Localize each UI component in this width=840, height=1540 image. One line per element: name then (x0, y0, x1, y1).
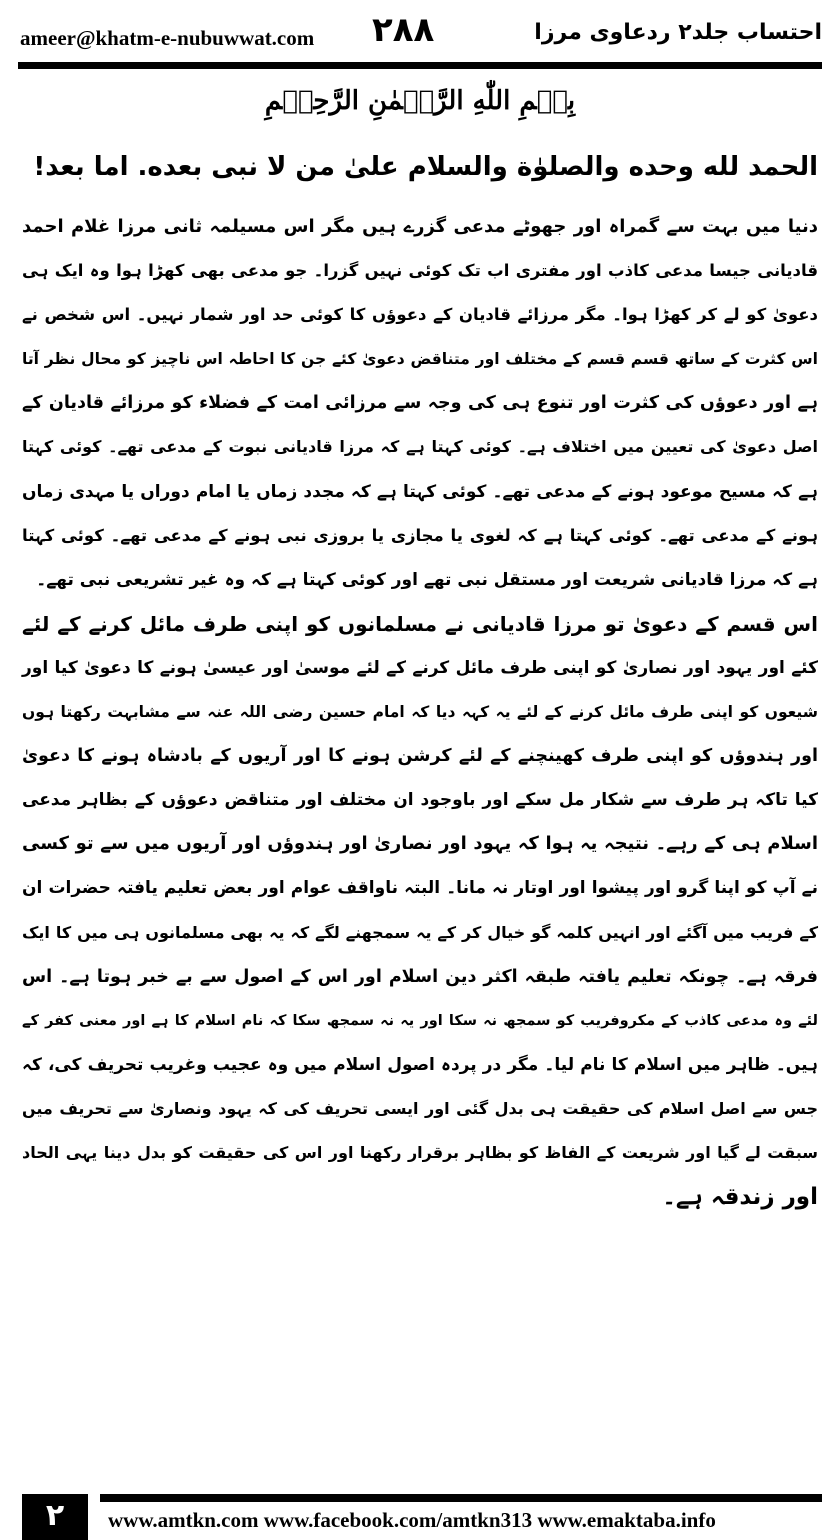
text-line: ہے کہ مرزا قادیانی شریعت اور مستقل نبی تھے اور کوئی کہتا ہے کہ وہ غیر تشریعی نبی تھے۔ (36, 569, 818, 590)
text-line: کیا تاکہ ہر طرف سے شکار مل سکے اور باوجود ان مختلف اور متناقض دعوؤں کے بظاہر مدعی (22, 790, 818, 811)
text-line: شیعوں کو اپنی طرف مائل کرنے کے لئے یہ کہہ دیا کہ امام حسین رضی اللہ عنہ سے مشابہت رکھتا ہوں (22, 703, 818, 722)
header-rule (18, 62, 822, 69)
text-line: ہے کہ مسیح موعود ہونے کے مدعی تھے۔ کوئی کہتا ہے کہ مجدد زماں یا امام دوراں یا مہدی زماں (22, 481, 818, 502)
text-line: قادیانی جیسا مدعی کاذب اور مفتری اب تک کوئی نہیں گزرا۔ جو مدعی بھی کھڑا ہوا وہ ایک ہی (22, 261, 818, 281)
header-page-number: ۲۸۸ (372, 10, 435, 50)
text-line: اس کثرت کے ساتھ قسم قسم کے مختلف اور متناقض دعویٰ کئے جن کا احاطہ اس ناچیز کو محال نظر آتا (22, 350, 818, 369)
text-line: ہیں۔ ظاہر میں اسلام کا نام لیا۔ مگر در پردہ اصول اسلام میں وہ عجیب وغریب تحریف کی، کہ (22, 1054, 818, 1075)
text-line: اسلام ہی کے رہے۔ نتیجہ یہ ہوا کہ یہود اور نصاریٰ اور ہندوؤں اور آریوں میں سے تو کسی (22, 833, 818, 855)
header-email: ameer@khatm-e-nubuwwat.com (20, 26, 315, 50)
text-line: دنیا میں بہت سے گمراہ اور جھوٹے مدعی گزرے ہیں مگر اس مسیلمہ ثانی مرزا غلام احمد (22, 216, 818, 237)
text-line: جس سے اصل اسلام کی حقیقت ہی بدل گئی اور ایسی تحریف کی کہ یہود ونصاریٰ سے تحریف میں (22, 1098, 818, 1118)
bismillah-heading: بِسۡمِ اللّٰهِ الرَّحۡمٰنِ الرَّحِيۡمِ (264, 86, 576, 116)
text-line: ہونے کے مدعی تھے۔ کوئی کہتا ہے کہ لغوی یا مجازی یا بروزی نبی ہونے کے مدعی تھے۔ کوئی کہتا (22, 525, 818, 545)
text-line: اور ہندوؤں کو اپنی طرف کھینچنے کے لئے کرشن ہونے کا اور آریوں کے بادشاہ ہونے کا دعویٰ (22, 746, 818, 767)
footer-links: www.amtkn.com www.facebook.com/amtkn313 www.emaktaba.info (108, 1508, 716, 1532)
page-footer (0, 1494, 840, 1540)
text-line: ہے اور دعوؤں کی کثرت اور تنوع ہی کی وجہ سے مرزائی امت کے فضلاء کو مرزائے قادیان کے (22, 393, 818, 414)
text-line: اور زندقہ ہے۔ (662, 1184, 818, 1211)
text-line: اصل دعویٰ کی تعیین میں اختلاف ہے۔ کوئی کہتا ہے کہ مرزا قادیانی نبوت کے مدعی تھے۔ کوئی کہتا (22, 437, 818, 457)
text-line: کئے اور یہود اور نصاریٰ کو اپنی طرف مائل کرنے کے لئے موسیٰ اور عیسیٰ ہونے کا دعویٰ کیا اور (22, 657, 818, 678)
text-line: نے آپ کو اپنا گرو اور پیشوا اور اوتار نہ مانا۔ البتہ ناواقف عوام اور بعض تعلیم یافتہ حضرات ان (22, 878, 818, 899)
text-line: کے فریب میں آگئے اور انہیں کلمہ گو خیال کر کے یہ سمجھنے لگے کہ یہ بھی مسلمانوں ہی میں کا ایک (22, 922, 818, 942)
page-header (0, 0, 840, 62)
text-line: دعویٰ کو لے کر کھڑا ہوا۔ مگر مرزائے قادیان کے دعوؤں کا کوئی حد اور شمار نہیں۔ اس شخص نے (22, 305, 818, 325)
footer-page-number: ۲ (22, 1494, 88, 1540)
text-line: سبقت لے گیا اور شریعت کے الفاظ کو بظاہر برقرار رکھنا اور اس کی حقیقت کو بدل دینا یہی الحاد (22, 1142, 818, 1162)
footer-rule (100, 1494, 822, 1502)
text-line: فرقہ ہے۔ چونکہ تعلیم یافتہ طبقہ اکثر دین اسلام اور اس کے اصول سے بے خبر ہوتا ہے۔ اس (22, 966, 818, 987)
text-line: اس قسم کے دعویٰ تو مرزا قادیانی نے مسلمانوں کو اپنی طرف مائل کرنے کے لئے (22, 611, 818, 636)
body-text (22, 205, 818, 1219)
header-running-title: احتساب جلد۲ ردعاوی مرزا (534, 20, 822, 45)
hamd-line: الحمد لله وحده والصلوٰة والسلام علیٰ من لا نبی بعده. اما بعد! (33, 152, 818, 182)
text-line: لئے وہ مدعی کاذب کے مکروفریب کو سمجھ نہ سکا اور یہ نہ سمجھ سکا کہ نام اسلام کا ہے اور معنی کفر کے (22, 1012, 818, 1029)
